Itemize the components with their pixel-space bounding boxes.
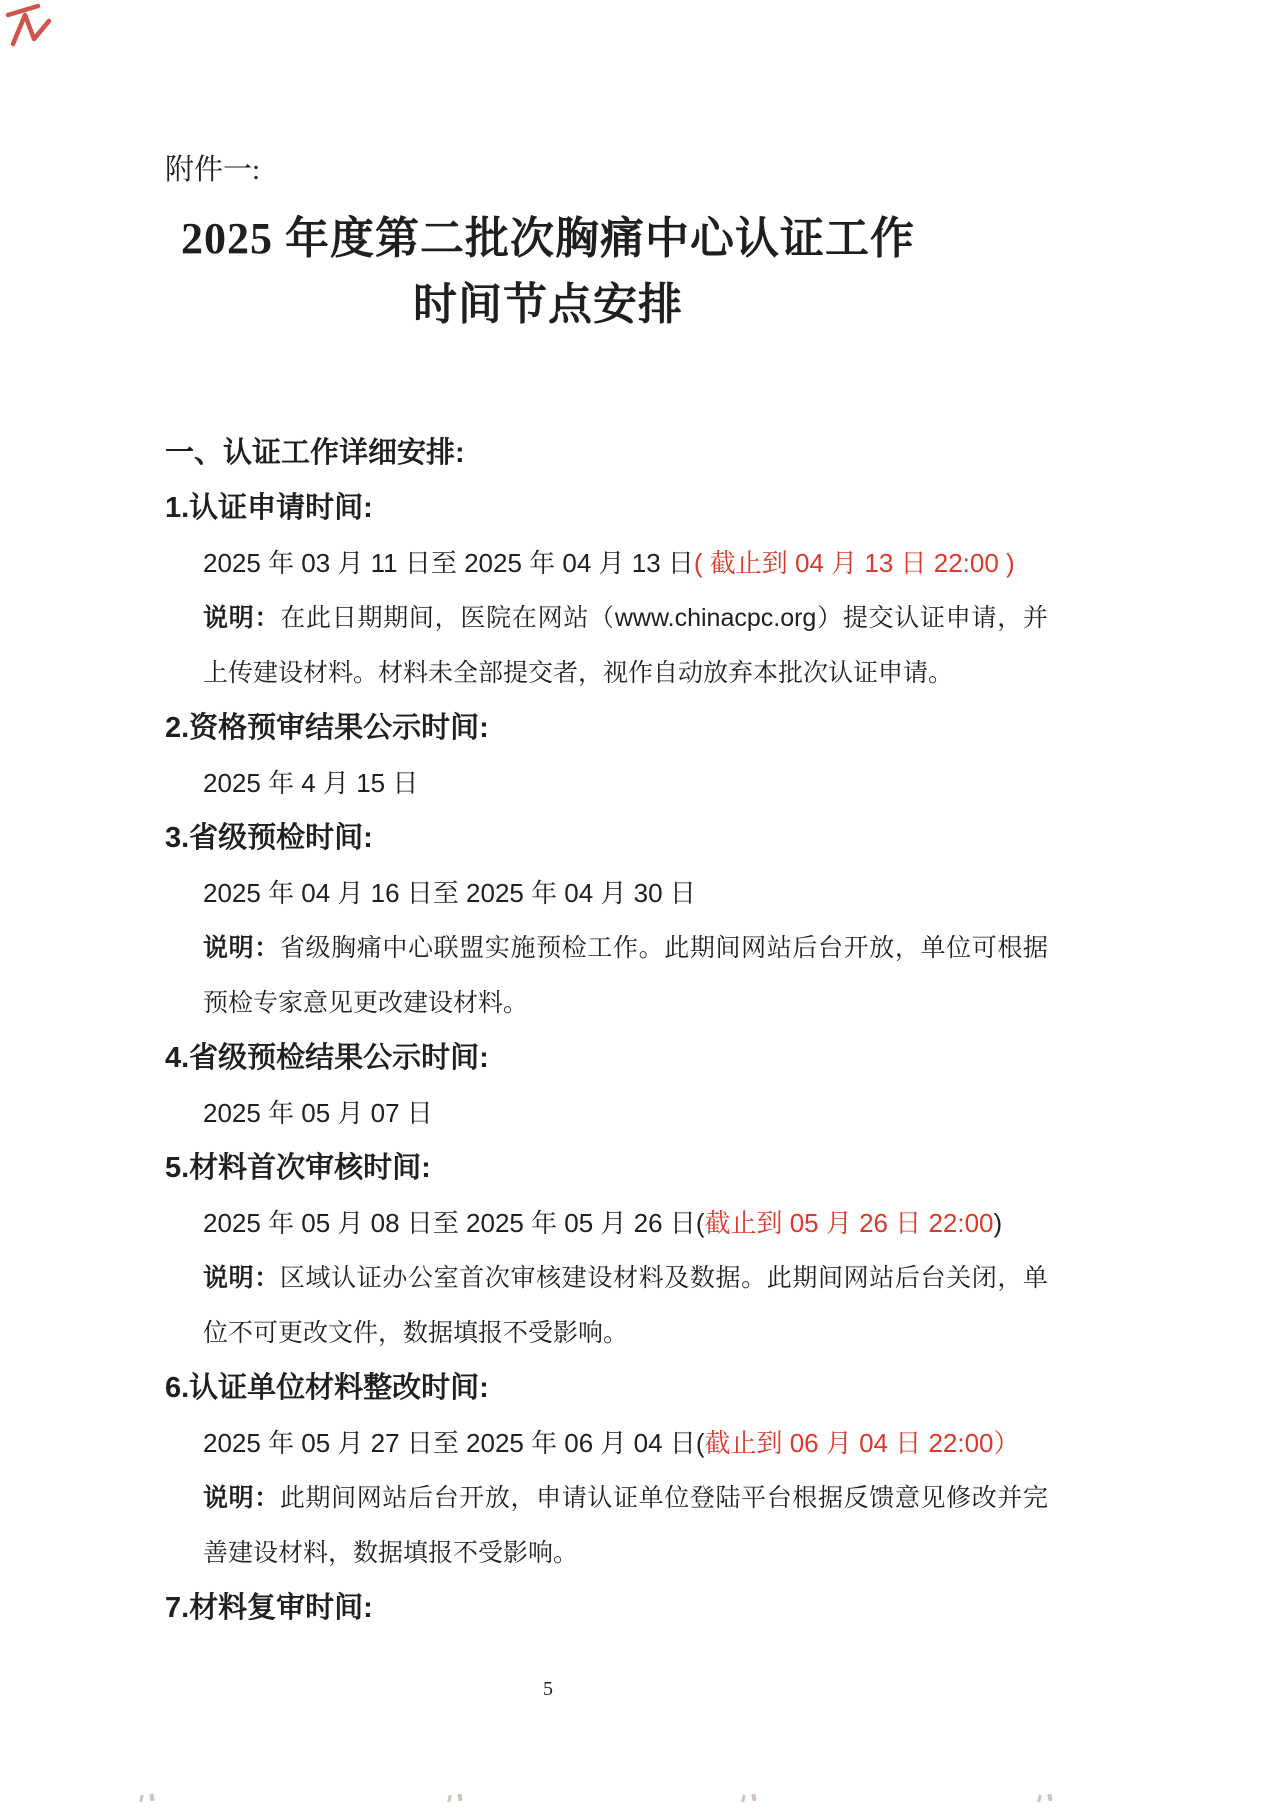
- date-text: 2025 年 05 月 08 日至 2025 年 05 月 26 日(: [203, 1208, 705, 1238]
- date-line: [165, 866, 1065, 921]
- date-line: [165, 536, 1065, 591]
- schedule-item-4: [165, 1031, 1065, 1141]
- note-paragraph: [165, 1251, 1048, 1361]
- note-label: 说明：: [203, 1484, 280, 1512]
- schedule-item-6: [165, 1361, 1065, 1581]
- note-label: 说明：: [203, 1264, 280, 1292]
- item-heading: 5.材料首次审核时间:: [165, 1152, 431, 1184]
- date-text: 2025 年 05 月 07 日: [203, 1098, 433, 1128]
- note-label: 说明：: [203, 934, 280, 962]
- note-text: 此期间网站后台开放，申请认证单位登陆平台根据反馈意见修改并完善建设材料，数据填报不受影响。: [203, 1484, 1048, 1567]
- date-line: [165, 756, 1065, 811]
- title-line-2: 时间节点安排: [413, 280, 683, 329]
- deadline-text: 截止到 05 月 26 日 22:00: [704, 1208, 994, 1238]
- item-heading: 6.认证单位材料整改时间:: [165, 1372, 489, 1404]
- date-text: 2025 年 4 月 15 日: [203, 768, 419, 798]
- deadline-text: 截止到 06 月 04 日 22:00）: [704, 1428, 1020, 1458]
- schedule-item-3: [165, 811, 1065, 1031]
- note-label: 说明：: [203, 604, 281, 632]
- deadline-text: ( 截止到 04 月 13 日 22:00 ): [693, 548, 1015, 578]
- note-text: 区域认证办公室首次审核建设材料及数据。此期间网站后台关闭，单位不可更改文件，数据填报不受影响。: [203, 1264, 1048, 1347]
- scan-artifact: [448, 1793, 466, 1804]
- section-heading: 一、认证工作详细安排:: [165, 437, 465, 469]
- scan-mark-top-left: [4, 2, 56, 52]
- item-heading: 4.省级预检结果公示时间:: [165, 1042, 489, 1074]
- date-line: [165, 1416, 1065, 1471]
- item-heading: 3.省级预检时间:: [165, 822, 373, 854]
- schedule-item-5: [165, 1141, 1065, 1361]
- note-paragraph: [165, 591, 1048, 701]
- note-text: 在此日期期间，医院在网站（www.chinacpc.org）提交认证申请，并上传建设材料。材料未全部提交者，视作自动放弃本批次认证申请。: [203, 604, 1048, 687]
- document-content: [165, 0, 1065, 1636]
- schedule-item-1: [165, 481, 1065, 701]
- attachment-label: 附件一:: [165, 154, 261, 186]
- scan-artifact: [742, 1793, 760, 1804]
- item-heading: 7.材料复审时间:: [165, 1592, 373, 1624]
- item-heading: 2.资格预审结果公示时间:: [165, 712, 489, 744]
- date-line: [165, 1196, 1065, 1251]
- scan-artifact: [140, 1793, 158, 1804]
- schedule-item-7: [165, 1581, 1065, 1636]
- schedule-item-2: [165, 701, 1065, 811]
- title-line-1: 2025 年度第二批次胸痛中心认证工作: [181, 214, 915, 263]
- date-text: 2025 年 04 月 16 日至 2025 年 04 月 30 日: [203, 878, 696, 908]
- document-title: [165, 206, 931, 338]
- date-line: [165, 1086, 1065, 1141]
- note-paragraph: [165, 1471, 1048, 1581]
- note-text: 省级胸痛中心联盟实施预检工作。此期间网站后台开放，单位可根据预检专家意见更改建设材料。: [203, 934, 1048, 1017]
- date-text-end: ): [993, 1208, 1003, 1238]
- item-heading: 1.认证申请时间:: [165, 492, 373, 524]
- note-paragraph: [165, 921, 1048, 1031]
- date-text: 2025 年 03 月 11 日至 2025 年 04 月 13 日: [203, 548, 694, 578]
- scan-artifact: [1038, 1793, 1056, 1804]
- page-number: 5: [543, 1678, 553, 1700]
- date-text: 2025 年 05 月 27 日至 2025 年 06 月 04 日(: [203, 1428, 705, 1458]
